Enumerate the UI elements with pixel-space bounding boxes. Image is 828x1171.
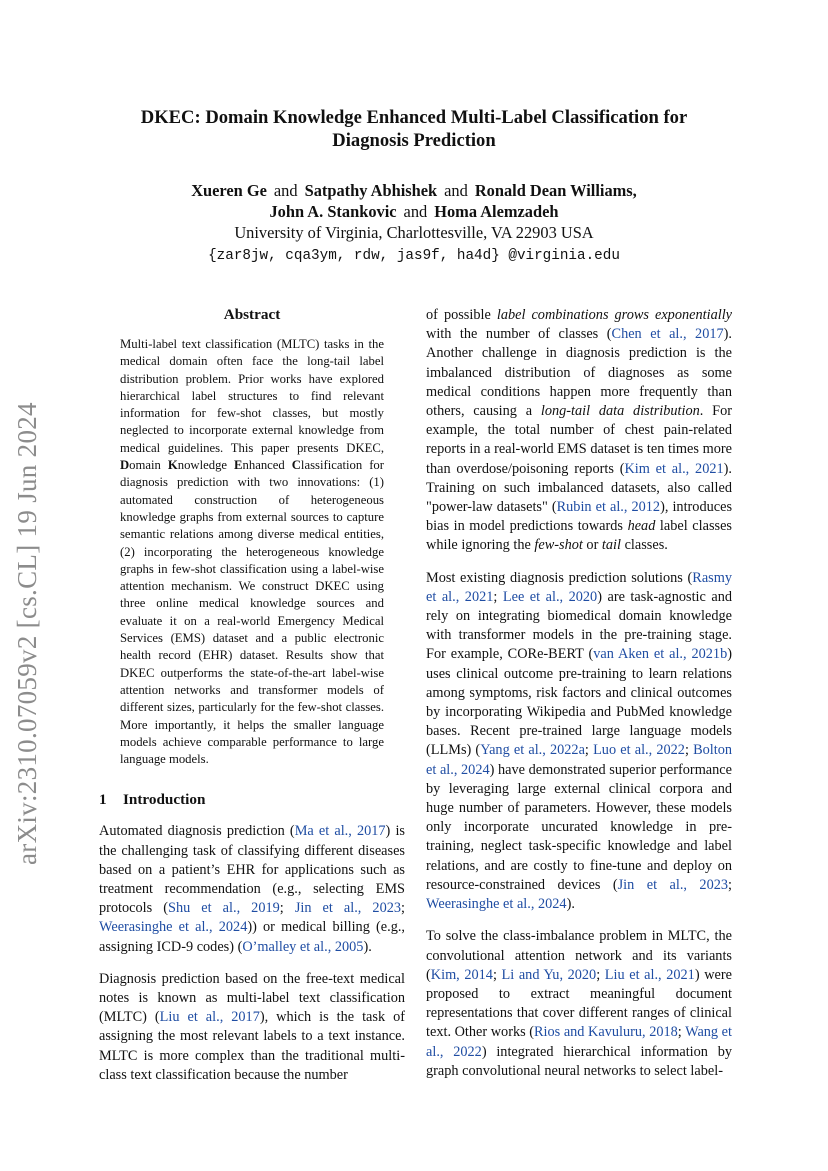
text-span: ). bbox=[566, 896, 575, 913]
text-span: Diagnosis prediction based on the free-text medical notes is known as multi-label text classification (MLTC) ( bbox=[99, 970, 405, 1026]
text-span: ; bbox=[684, 742, 694, 759]
paragraph bbox=[99, 822, 405, 956]
text-span: To solve the class-imbalance problem in MLTC, the convolutional attention network and its variants ( bbox=[426, 928, 732, 983]
text-span: ; bbox=[493, 588, 503, 605]
text-span: ) is the challenging task of classifying different diseases based on a patient’s EHR for applications such as treatment recommendation (e.g., selecting EMS protocols ( bbox=[99, 823, 405, 917]
author-name: John A. Stankovic bbox=[269, 202, 397, 221]
citation-link[interactable]: Li and Yu, 2020 bbox=[501, 966, 597, 983]
author-block bbox=[90, 180, 738, 267]
citation-link[interactable]: Chen et al., 2017 bbox=[611, 326, 724, 343]
text-span: . For example, the total number of chest pain-related reports in a real-world EMS dataset is ten times more than overdose/poisoning reports ( bbox=[426, 403, 732, 477]
citation-link[interactable]: Bolton et al., 2024 bbox=[426, 742, 733, 778]
acronym-letter: C bbox=[291, 458, 301, 473]
text-span: ; bbox=[492, 966, 502, 983]
paper-title bbox=[90, 106, 738, 152]
title-line-1: DKEC: Domain Knowledge Enhanced Multi-Label Classification for bbox=[140, 107, 688, 128]
left-column bbox=[99, 306, 405, 1098]
paragraph bbox=[426, 927, 732, 1081]
text-span: ). Another challenge in diagnosis prediction is the imbalanced distribution of diagnoses as some medical conditions happen more frequently than others, causing a bbox=[426, 326, 732, 420]
citation-link[interactable]: Rasmy et al., 2021 bbox=[426, 569, 732, 605]
text-span: ) integrated hierarchical information by graph convolutional neural networks to select label- bbox=[426, 1043, 732, 1079]
citation-link[interactable]: Yang et al., 2022a bbox=[480, 742, 585, 759]
author-name: Homa Alemzadeh bbox=[434, 202, 559, 221]
citation-link[interactable]: Rios and Kavuluru, 2018 bbox=[534, 1024, 678, 1041]
right-column bbox=[426, 306, 732, 1094]
citation-link[interactable]: van Aken et al., 2021b bbox=[593, 646, 728, 663]
citation-link[interactable]: Liu et al., 2017 bbox=[159, 1009, 260, 1026]
abstract-span: lassification for diagnosis prediction with two innovations: (1) automated construction of heterogeneous knowledge graphs from external sources to capture semantic relations among diverse medical entities, (2) incorporating the heterogeneous knowledge graphs in few-shot classification using a label-wise attention mechanism. We construct DKEC using three online medical knowledge sources and evaluate it on a real-world Emergency Medical Services (EMS) dataset and a public electronic health record (EHR) dataset. Results show that DKEC outperforms the state-of-the-art label-wise attention networks and transformer models of different sizes, particularly for the few-shot classes. More importantly, it helps the smaller language models achieve comparable performance to large language models. bbox=[120, 458, 384, 767]
text-span: ) are task-agnostic and rely on integrating biomedical domain knowledge with transformer models in the pre-training stage. For example, CORe-BERT ( bbox=[426, 588, 733, 663]
text-span: ) were proposed to extract meaningful document representations that cover different ranges of clinical text. Other works ( bbox=[426, 966, 732, 1041]
emphasis: long-tail data distribution bbox=[540, 403, 700, 420]
abstract-span: nowledge bbox=[177, 458, 235, 473]
author-name: Ronald Dean Williams, bbox=[474, 181, 637, 200]
citation-link[interactable]: Weerasinghe et al., 2024 bbox=[99, 919, 248, 936]
emphasis: label combinations grows exponentially bbox=[496, 307, 733, 323]
author-name: Xueren Ge bbox=[191, 181, 267, 200]
citation-link[interactable]: Luo et al., 2022 bbox=[593, 742, 685, 759]
paragraph bbox=[426, 306, 732, 556]
arxiv-stamp: arXiv:2310.07059v2 [cs.CL] 19 Jun 2024 bbox=[12, 402, 42, 865]
text-span: ), which is the task of assigning the most relevant labels to a text instance. MLTC is more complex than the traditional multi-class text classification because the number bbox=[99, 1009, 405, 1083]
text-span: ; bbox=[279, 900, 295, 917]
text-span: ). Training on such imbalanced datasets, also called "power-law datasets" ( bbox=[426, 460, 732, 516]
text-span: ; bbox=[728, 876, 732, 893]
text-span: ) have demonstrated superior performance by leveraging large external clinical corpora and huge number of parameters. However, these models only incorporate uncurated knowledge in pre-training, neglect task-specific knowledge and label relations, and are costly to fine-tune and deploy on resource-constrained devices ( bbox=[426, 761, 732, 893]
paragraph bbox=[426, 569, 732, 915]
abstract-text bbox=[120, 336, 384, 768]
text-span: with the number of classes ( bbox=[426, 326, 612, 343]
abstract-span: omain bbox=[129, 458, 168, 473]
affiliation: University of Virginia, Charlottesville, VA 22903 USA bbox=[234, 223, 594, 242]
citation-link[interactable]: Jin et al., 2023 bbox=[294, 900, 402, 917]
author-separator: and bbox=[444, 181, 468, 200]
emphasis: head bbox=[627, 518, 656, 535]
citation-link[interactable]: Shu et al., 2019 bbox=[168, 900, 280, 917]
title-line-2: Diagnosis Prediction bbox=[332, 130, 496, 151]
citation-link[interactable]: Weerasinghe et al., 2024 bbox=[426, 896, 567, 913]
abstract-heading: Abstract bbox=[223, 306, 281, 323]
text-span: ). bbox=[363, 938, 372, 955]
text-span: ; bbox=[596, 966, 605, 983]
acronym-letter: K bbox=[167, 458, 178, 473]
acronym-letter: D bbox=[120, 458, 130, 473]
emphasis: tail bbox=[601, 537, 621, 554]
text-span: label classes while ignoring the bbox=[426, 518, 732, 554]
text-span: ; bbox=[677, 1024, 686, 1041]
citation-link[interactable]: Kim, 2014 bbox=[430, 966, 493, 983]
acronym-letter: E bbox=[234, 458, 243, 473]
author-emails: {zar8jw, cqa3ym, rdw, jas9f, ha4d} @virginia.edu bbox=[208, 248, 620, 264]
abstract-span: Multi-label text classification (MLTC) tasks in the medical domain often face the long-tail label distribution problem. Prior works have explored hierarchical label structures to find relevant information for few-shot classes, but mostly neglected to incorporate external knowledge from medical guidelines. This paper presents DKEC, bbox=[120, 337, 384, 455]
text-span: or bbox=[582, 537, 602, 554]
section-heading-introduction bbox=[99, 791, 405, 809]
citation-link[interactable]: Kim et al., 2021 bbox=[624, 460, 724, 477]
citation-link[interactable]: Ma et al., 2017 bbox=[294, 823, 386, 840]
abstract-span: nhanced bbox=[242, 458, 292, 473]
text-span: of possible bbox=[426, 307, 497, 323]
author-separator: and bbox=[273, 181, 298, 200]
citation-link[interactable]: Lee et al., 2020 bbox=[502, 588, 598, 605]
text-span: ), introduces bias in model predictions towards bbox=[426, 499, 733, 535]
citation-link[interactable]: O’malley et al., 2005 bbox=[242, 938, 364, 955]
citation-link[interactable]: Liu et al., 2021 bbox=[604, 966, 695, 983]
text-span: Automated diagnosis prediction ( bbox=[99, 823, 295, 840]
emphasis: few-shot bbox=[534, 537, 583, 554]
text-span: Most existing diagnosis prediction solutions ( bbox=[426, 569, 693, 586]
text-span: )) or medical billing (e.g., assigning ICD-9 codes) ( bbox=[99, 919, 405, 955]
paragraph bbox=[99, 970, 405, 1085]
text-span: ; bbox=[401, 900, 405, 917]
citation-link[interactable]: Jin et al., 2023 bbox=[617, 876, 729, 893]
section-title: Introduction bbox=[123, 791, 206, 809]
citation-link[interactable]: Wang et al., 2022 bbox=[426, 1024, 732, 1060]
text-span: classes. bbox=[621, 537, 668, 554]
section-number: 1 bbox=[99, 791, 107, 809]
text-span: ) uses clinical outcome pre-training to learn relations among symptoms, risk factors and clinical outcomes by incorporating Wikipedia and PubMed knowledge bases. Recent pre-trained large language models (LLMs) ( bbox=[426, 646, 732, 759]
citation-link[interactable]: Rubin et al., 2012 bbox=[556, 499, 661, 516]
text-span: ; bbox=[584, 742, 594, 759]
author-separator: and bbox=[403, 202, 428, 221]
author-name: Satpathy Abhishek bbox=[304, 181, 438, 200]
